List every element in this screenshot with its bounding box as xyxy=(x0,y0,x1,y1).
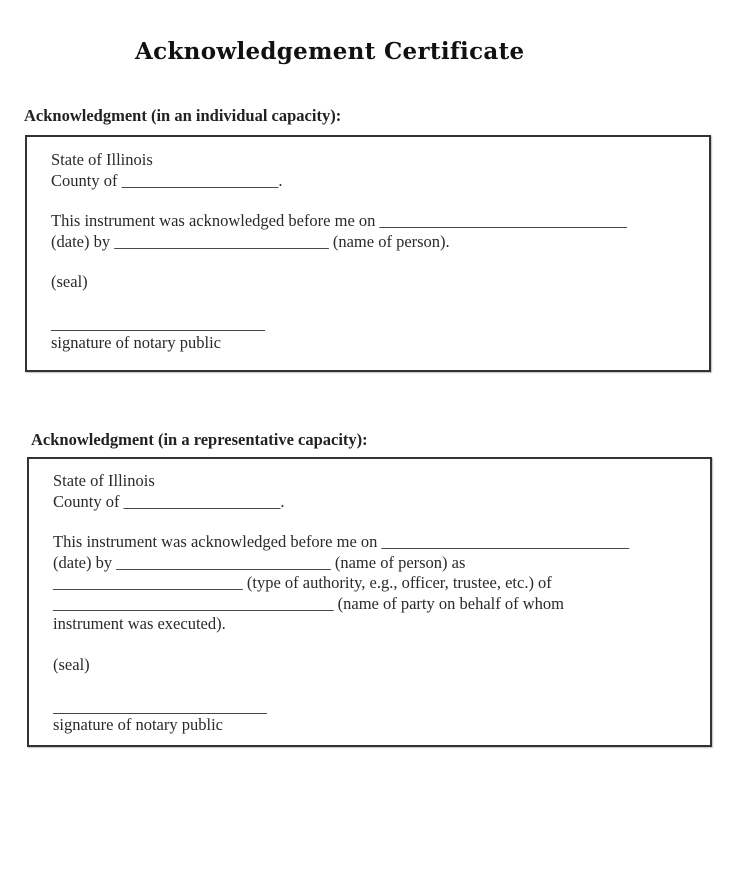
section-heading-representative: Acknowledgment (in a representative capacity): xyxy=(31,430,368,449)
acknowledged-line: This instrument was acknowledged before me on ______________________________ xyxy=(51,211,628,230)
page-title: Acknowledgement Certificate xyxy=(135,38,525,65)
section-heading-individual: Acknowledgment (in an individual capacity): xyxy=(24,106,342,125)
state-line: State of Illinois xyxy=(53,471,155,490)
party-line: __________________________________ (name of party on behalf of whom xyxy=(53,594,564,613)
acknowledgment-box-individual xyxy=(25,135,711,372)
executed-line: instrument was executed). xyxy=(53,614,226,633)
acknowledgment-box-representative xyxy=(27,457,712,747)
county-line: County of ___________________. xyxy=(53,492,285,511)
notary-signature-line xyxy=(53,713,267,714)
date-name-line: (date) by __________________________ (name of person) as xyxy=(53,553,466,572)
acknowledged-line: This instrument was acknowledged before me on ______________________________ xyxy=(53,532,630,551)
county-line: County of ___________________. xyxy=(51,171,283,190)
date-name-line: (date) by __________________________ (name of person). xyxy=(51,232,450,251)
authority-line: _______________________ (type of authority, e.g., officer, trustee, etc.) of xyxy=(53,573,552,592)
state-line: State of Illinois xyxy=(51,150,153,169)
seal-label: (seal) xyxy=(53,655,90,674)
notary-signature-label: signature of notary public xyxy=(51,333,221,352)
notary-signature-line xyxy=(51,330,265,331)
notary-signature-label: signature of notary public xyxy=(53,715,223,734)
seal-label: (seal) xyxy=(51,272,88,291)
